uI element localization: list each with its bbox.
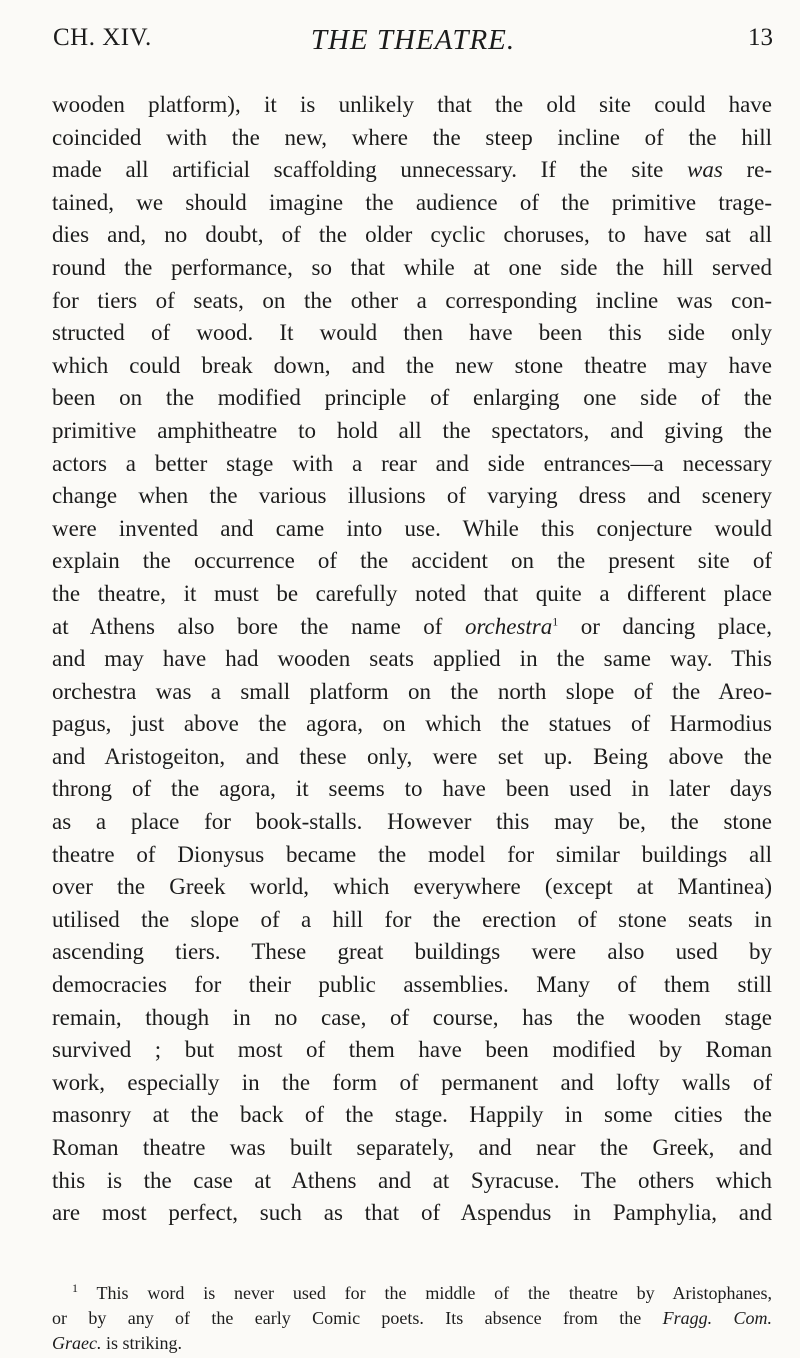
text-line: were invented and came into use. While this conjecture would bbox=[52, 515, 772, 541]
text-line: this is the case at Athens and at Syracuse. The others which bbox=[52, 1167, 772, 1193]
text-line: orchestra was a small platform on the north slope of the Areo- bbox=[52, 678, 772, 704]
text-line: made all artificial scaffolding unnecessary. If the site was re- bbox=[52, 157, 772, 183]
text-line: utilised the slope of a hill for the erection of stone seats in bbox=[52, 906, 772, 932]
text-line: actors a better stage with a rear and side entrances—a necessary bbox=[52, 450, 772, 476]
text-line: dies and, no doubt, of the older cyclic choruses, to have sat all bbox=[52, 222, 772, 248]
text-line: wooden platform), it is unlikely that the old site could have bbox=[52, 92, 772, 117]
text-line: pagus, just above the agora, on which the statues of Harmodius bbox=[52, 711, 772, 737]
text-line: and may have had wooden seats applied in the same way. This bbox=[52, 646, 772, 672]
text-line: ascending tiers. These great buildings were also used by bbox=[52, 939, 772, 965]
running-title: THE THEATRE. bbox=[310, 24, 516, 56]
footnote-marker: 1 bbox=[72, 1281, 78, 1295]
text-line: throng of the agora, it seems to have been used in later days bbox=[52, 776, 772, 802]
text-line: over the Greek world, which everywhere (except at Mantinea) bbox=[52, 874, 772, 900]
running-header bbox=[53, 24, 773, 64]
text-line: theatre of Dionysus became the model for similar buildings all bbox=[52, 841, 772, 867]
text-line: masonry at the back of the stage. Happily in some cities the bbox=[52, 1102, 772, 1128]
text-line: democracies for their public assemblies. Many of them still bbox=[52, 972, 772, 998]
text-line: and Aristogeiton, and these only, were set up. Being above the bbox=[52, 743, 772, 769]
text-line: primitive amphitheatre to hold all the spectators, and giving the bbox=[52, 417, 772, 443]
text-line: survived ; but most of them have been modified by Roman bbox=[52, 1037, 772, 1063]
text-line: are most perfect, such as that of Aspendus in Pamphylia, and bbox=[52, 1200, 772, 1226]
text-line: which could break down, and the new stone theatre may have bbox=[52, 352, 772, 378]
text-line: remain, though in no case, of course, has the wooden stage bbox=[52, 1004, 772, 1030]
footnote-line: or by any of the early Comic poets. Its absence from the Fragg. Com. bbox=[52, 1308, 773, 1328]
text-line: round the performance, so that while at one side the hill served bbox=[52, 254, 772, 280]
text-line: Roman theatre was built separately, and near the Greek, and bbox=[52, 1135, 772, 1160]
body-text bbox=[52, 89, 772, 1230]
text-line: structed of wood. It would then have been this side only bbox=[52, 320, 772, 346]
text-line: work, especially in the form of permanent and lofty walls of bbox=[52, 1069, 772, 1095]
footnote-reference[interactable]: 1 bbox=[552, 613, 559, 628]
text-line: explain the occurrence of the accident on the present site of bbox=[52, 548, 772, 574]
italic-word: was bbox=[687, 157, 723, 183]
text-line: tained, we should imagine the audience of the primitive trage- bbox=[52, 189, 772, 215]
text-line: the theatre, it must be carefully noted that quite a different place bbox=[52, 580, 772, 606]
chapter-label: CH. XIV. bbox=[53, 24, 152, 51]
text-line: been on the modified principle of enlarging one side of the bbox=[52, 385, 772, 411]
text-line: for tiers of seats, on the other a corresponding incline was con- bbox=[52, 287, 772, 313]
page-number: 13 bbox=[748, 24, 773, 51]
footnote-line: Graec. is striking. bbox=[52, 1333, 182, 1353]
text-line: coincided with the new, where the steep incline of the hill bbox=[52, 124, 772, 150]
italic-word: orchestra bbox=[464, 613, 553, 639]
footnote-line: $^1$ This word is never used for the middle of the theatre by Aristophanes, bbox=[72, 1281, 772, 1303]
text-line: as a place for book-stalls. However this may be, the stone bbox=[52, 809, 772, 835]
text-line: change when the various illusions of varying dress and scenery bbox=[52, 483, 772, 509]
text-line: at Athens also bore the name of orchestra$^1$ or dancing place, bbox=[52, 613, 772, 639]
footnote bbox=[52, 1281, 772, 1356]
